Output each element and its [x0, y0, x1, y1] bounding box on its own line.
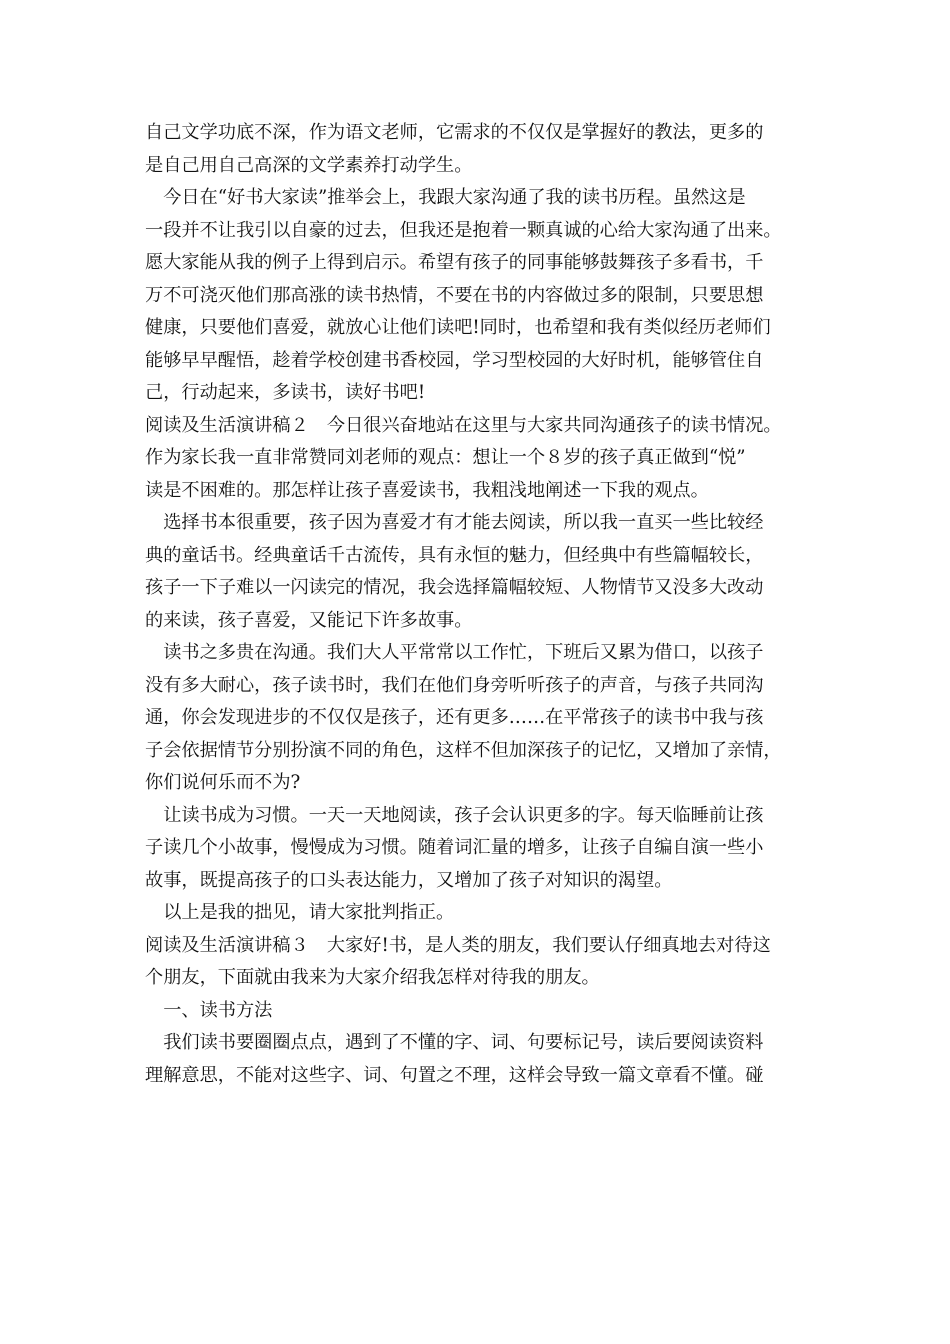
text-line: 愿大家能从我的例子上得到启示。希望有孩子的同事能够鼓舞孩子多看书，千: [145, 252, 764, 273]
text-line: 的来读，孩子喜爱，又能记下许多故事。: [145, 609, 473, 631]
text-line: 读书之多贵在沟通。我们大人平常常以工作忙，下班后又累为借口，以孩子: [145, 642, 764, 663]
text-line: 一段并不让我引以自豪的过去，但我还是抱着一颗真诚的心给大家沟通了出来。: [145, 219, 782, 241]
text-line: 孩子一下子难以一闪读完的情况，我会选择篇幅较短、人物情节又没多大改动: [145, 577, 764, 598]
text-line: 选择书本很重要，孩子因为喜爱才有才能去阅读，所以我一直买一些比较经: [145, 512, 764, 533]
text-line: 没有多大耐心，孩子读书时，我们在他们身旁听听孩子的声音，与孩子共同沟: [145, 674, 764, 696]
text-line: 理解意思，不能对这些字、词、句置之不理，这样会导致一篇文章看不懂。碰: [145, 1064, 764, 1086]
text-line: 能够早早醒悟，趁着学校创建书香校园，学习型校园的大好时机，能够管住自: [145, 349, 764, 371]
text-line: 典的童话书。经典童话千古流传，具有永恒的魅力，但经典中有些篇幅较长，: [145, 544, 764, 566]
text-line: 让读书成为习惯。一天一天地阅读，孩子会认识更多的字。每天临睡前让孩: [145, 804, 764, 826]
text-line: 万不可浇灭他们那高涨的读书热情，不要在书的内容做过多的限制，只要思想: [145, 284, 764, 306]
text-line: 子读几个小故事，慢慢成为习惯。随着词汇量的增多，让孩子自编自演一些小: [145, 837, 764, 858]
text-line: 个朋友，下面就由我来为大家介绍我怎样对待我的朋友。: [145, 967, 600, 988]
text-line: 作为家长我一直非常赞同刘老师的观点：想让一个８岁的孩子真正做到“悦”: [145, 447, 746, 468]
text-line: 读是不困难的。那怎样让孩子喜爱读书，我粗浅地阐述一下我的观点。: [145, 479, 709, 501]
text-line: 子会依据情节分别扮演不同的角色，这样不但加深孩子的记忆，又增加了亲情，: [145, 739, 782, 761]
text-line: 故事，既提高孩子的口头表达能力，又增加了孩子对知识的渴望。: [145, 869, 673, 891]
document-body: [145, 117, 810, 1092]
subheading-line: 一、读书方法: [145, 999, 273, 1021]
section-heading-line: 阅读及生活演讲稿３ 大家好!书，是人类的朋友，我们要认仔细真地去对待这: [145, 934, 771, 956]
section-heading-line: 阅读及生活演讲稿２ 今日很兴奋地站在这里与大家共同沟通孩子的读书情况。: [145, 414, 782, 436]
text-line: 以上是我的拙见，请大家批判指正。: [145, 902, 455, 923]
text-line: 是自己用自己高深的文学素养打动学生。: [145, 154, 473, 176]
text-line: 今日在“好书大家读”推举会上，我跟大家沟通了我的读书历程。虽然这是: [145, 187, 746, 208]
text-line: 己，行动起来，多读书，读好书吧!: [145, 382, 426, 403]
text-line: 健康，只要他们喜爱，就放心让他们读吧!同时，也希望和我有类似经历老师们: [145, 317, 771, 338]
text-line: 你们说何乐而不为?: [145, 772, 301, 793]
text-line: 我们读书要圈圈点点，遇到了不懂的字、词、句要标记号，读后要阅读资料: [145, 1032, 764, 1053]
text-line: 自己文学功底不深，作为语文老师，它需求的不仅仅是掌握好的教法，更多的: [145, 122, 764, 143]
text-line: 通，你会发现进步的不仅仅是孩子，还有更多……在平常孩子的读书中我与孩: [145, 707, 764, 728]
